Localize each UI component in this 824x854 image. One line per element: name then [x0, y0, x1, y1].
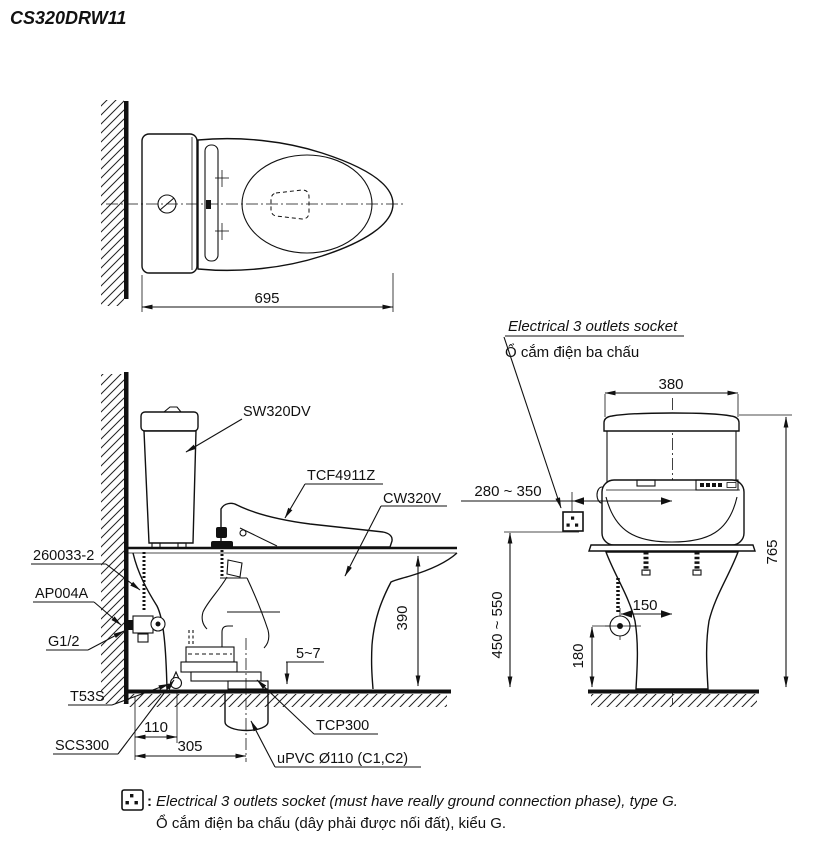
callout-en: Electrical 3 outlets socket — [508, 318, 678, 335]
wall-hatch — [101, 100, 124, 306]
dim-150-label: 150 — [632, 597, 658, 614]
wall-hatch-side — [101, 374, 124, 704]
footnote-en: Electrical 3 outlets socket (must have really ground connection phase), type G. — [156, 793, 678, 810]
floor-line-front — [588, 690, 759, 694]
callout-vi: Ổ cắm điện ba chấu — [505, 344, 640, 361]
label-tcf4911z: TCF4911Z — [307, 468, 376, 484]
dim-380-label: 380 — [658, 376, 684, 393]
floor-hatch-front — [591, 694, 757, 707]
tank-top-outline — [142, 134, 197, 273]
outlet-socket-symbol — [563, 512, 583, 531]
wall-line — [124, 101, 129, 299]
label-ap004a: AP004A — [35, 586, 89, 602]
dim-5-7-label: 5~7 — [296, 646, 321, 662]
washlet-side — [211, 503, 392, 548]
rim-front — [589, 545, 755, 551]
outlet-socket-icon — [122, 790, 143, 810]
dim-305-label: 305 — [177, 738, 203, 755]
dim-110-label: 110 — [144, 719, 168, 736]
floor-hatch-side — [127, 694, 447, 707]
top-view — [101, 100, 406, 312]
label-g12: G1/2 — [48, 634, 80, 650]
dim-390-label: 390 — [394, 605, 411, 631]
label-scs300: SCS300 — [55, 738, 110, 754]
washlet-front — [597, 480, 744, 545]
front-view — [461, 376, 792, 707]
floor-line-side — [124, 690, 451, 694]
page-title: CS320DRW11 — [10, 8, 127, 28]
side-labels — [31, 404, 447, 767]
dimension-695 — [142, 273, 393, 312]
side-view — [31, 372, 457, 767]
label-260033: 260033-2 — [33, 548, 95, 564]
footnote-vi: Ổ cắm điện ba chấu (dây phải được nối đất), kiểu G. — [156, 815, 507, 832]
dim-695-label: 695 — [254, 290, 280, 307]
shutoff-valve — [126, 616, 165, 642]
dim-180-label: 180 — [570, 643, 587, 669]
dim-450-550-label: 450 ~ 550 — [489, 591, 506, 659]
footnote — [122, 790, 678, 832]
dim-765-label: 765 — [764, 539, 781, 565]
label-sw320dv: SW320DV — [243, 404, 311, 420]
dim-280-350-label: 280 ~ 350 — [474, 483, 542, 500]
bowl-front-edge — [372, 553, 457, 689]
side-dimensions — [135, 556, 418, 760]
label-tcp300: TCP300 — [316, 718, 370, 734]
cistern-front — [604, 413, 739, 482]
footnote-colon: : — [147, 793, 152, 810]
cistern-side — [141, 407, 198, 548]
wall-line-side — [124, 372, 129, 704]
trapway-detail — [189, 577, 280, 658]
lid-outline — [198, 139, 393, 271]
label-t53s: T53S — [70, 689, 105, 705]
label-upvc: uPVC Ø110 (C1,C2) — [277, 751, 409, 767]
label-cw320v: CW320V — [383, 491, 442, 507]
drain-assembly — [171, 647, 269, 689]
